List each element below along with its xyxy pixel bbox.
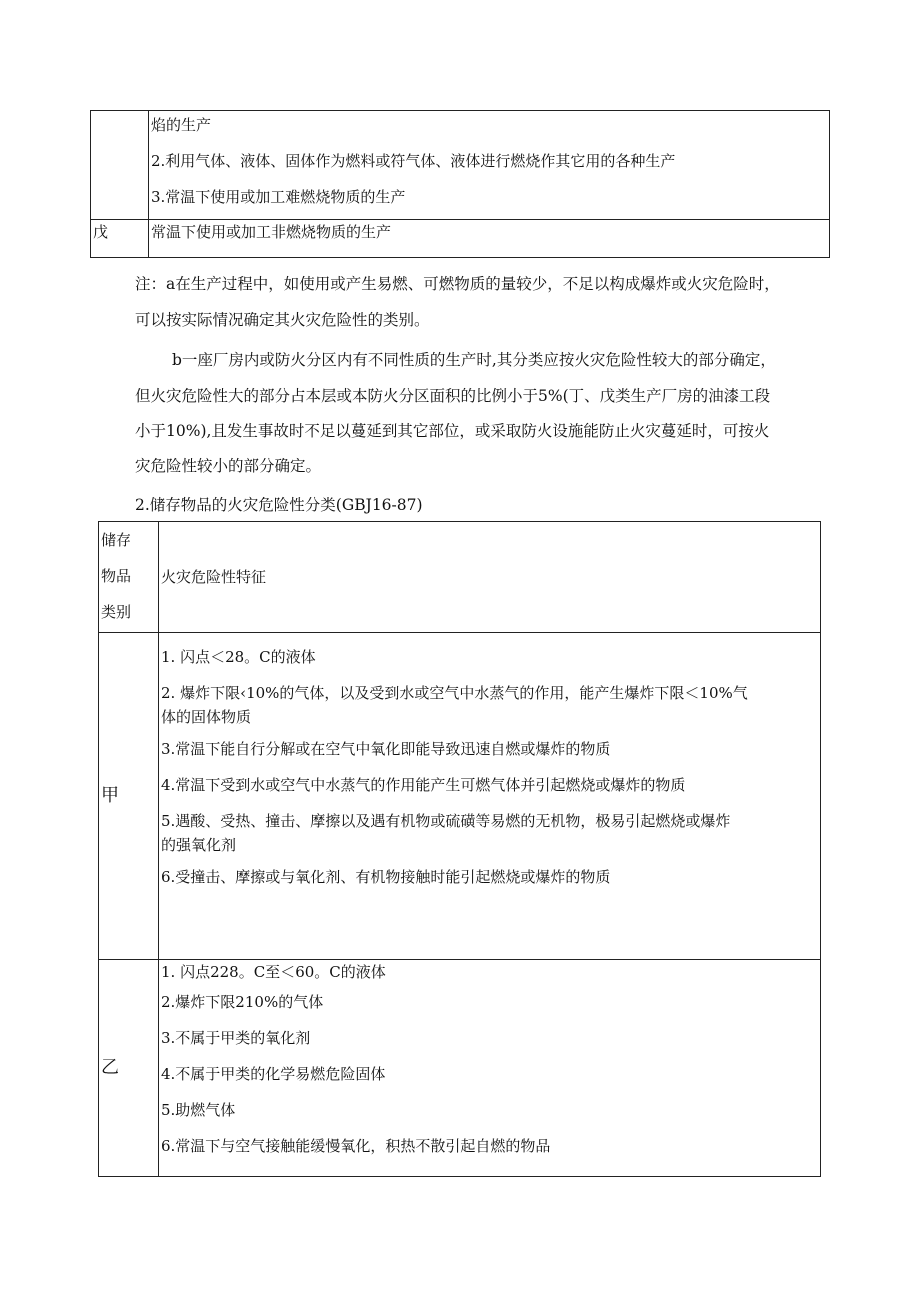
table-production-continued	[90, 110, 830, 258]
feature-line: 4.不属于甲类的化学易燃危险固体	[161, 1065, 386, 1083]
category-label: 乙	[101, 1057, 119, 1078]
feature-line: 3.常温下能自行分解或在空气中氧化即能导致迅速自燃或爆炸的物质	[161, 740, 611, 758]
feature-line: 2. 爆炸下限‹10%的气体，以及受到水或空气中水蒸气的作用，能产生爆炸下限＜10%气	[161, 684, 748, 702]
header-category-line: 储存	[101, 531, 132, 549]
category-cell-wu	[91, 220, 149, 258]
feature-line: 1. 闪点＜28。C的液体	[161, 648, 316, 666]
feature-line: 1. 闪点228。C至＜60。C的液体	[161, 963, 386, 981]
category-label: 甲	[101, 785, 119, 806]
note-b-line1: b一座厂房内或防火分区内有不同性质的生产时,其分类应按火灾危险性较大的部分确定，	[172, 351, 776, 369]
note-a-line2: 可以按实际情况确定其火灾危险性的类别。	[135, 311, 430, 329]
feature-cell-yi	[159, 960, 821, 1177]
note-b-line3: 小于10%),且发生事故时不足以蔓延到其它部位，或采取防火设施能防止火灾蔓延时，可按火	[135, 422, 770, 440]
category-cell-yi	[99, 960, 159, 1177]
table-storage-hazard	[98, 521, 821, 1177]
feature-line: 的强氧化剂	[161, 836, 237, 854]
feature-line: 3.不属于甲类的氧化剂	[161, 1029, 311, 1047]
feature-line: 焰的生产	[151, 116, 212, 134]
note-b-line4: 灾危险性较小的部分确定。	[135, 457, 322, 475]
feature-line: 6.受撞击、摩擦或与氧化剂、有机物接触时能引起燃烧或爆炸的物质	[161, 868, 611, 886]
category-label: 戊	[93, 223, 109, 241]
feature-cell-jia	[159, 633, 821, 960]
header-feature-cell	[159, 522, 821, 633]
feature-line: 5.遇酸、受热、撞击、摩擦以及遇有机物或硫磺等易燃的无机物，极易引起燃烧或爆炸	[161, 812, 731, 830]
feature-line: 常温下使用或加工非燃烧物质的生产	[151, 223, 392, 241]
feature-cell	[149, 220, 830, 258]
note-a-line1: 注：a在生产过程中，如使用或产生易燃、可燃物质的量较少，不足以构成爆炸或火灾危险时，	[135, 275, 780, 293]
note-b-line2: 但火灾危险性大的部分占本层或本防火分区面积的比例小于5%(丁、戊类生产厂房的油漆工段	[135, 387, 771, 405]
header-category-line: 类别	[101, 603, 132, 621]
feature-line: 2.利用气体、液体、固体作为燃料或符气体、液体进行燃烧作其它用的各种生产	[151, 152, 676, 170]
section-title: 2.储存物品的火灾危险性分类(GBJ16-87)	[135, 496, 423, 514]
header-category-line: 物品	[101, 567, 132, 585]
feature-line: 3.常温下使用或加工难燃烧物质的生产	[151, 188, 406, 206]
header-category-cell	[99, 522, 159, 633]
feature-cell	[149, 111, 830, 220]
feature-line: 6.常温下与空气接触能缓慢氧化，积热不散引起自燃的物品	[161, 1137, 551, 1155]
feature-line: 体的固体物质	[161, 708, 252, 726]
header-feature-label: 火灾危险性特征	[161, 568, 267, 586]
feature-line: 4.常温下受到水或空气中水蒸气的作用能产生可燃气体并引起燃烧或爆炸的物质	[161, 776, 686, 794]
feature-line: 5.助燃气体	[161, 1101, 236, 1119]
category-cell-empty	[91, 111, 149, 220]
category-cell-jia	[99, 633, 159, 960]
feature-line: 2.爆炸下限210%的气体	[161, 993, 324, 1011]
